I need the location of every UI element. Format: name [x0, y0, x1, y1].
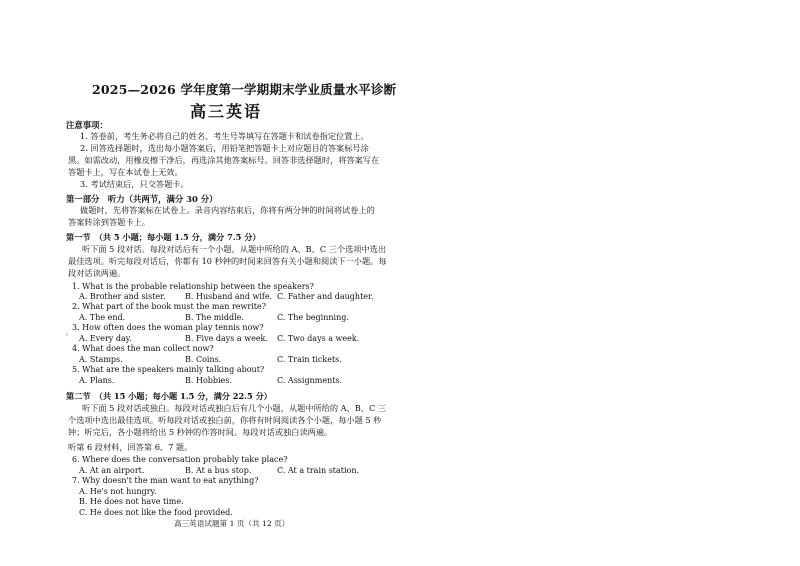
section1-directions-line-1: 听下面 5 段对话。每段对话后有一个小题，从题中所给的 A、B、C 三个选项中选出	[82, 244, 387, 254]
section2-directions-line-2: 个选项中选出最佳选项。听每段对话或独白前，你将有时间阅读各个小题，每小题 5 秒	[68, 415, 382, 425]
question-2-option-a: A. The end.	[79, 313, 126, 322]
part1-heading: 第一部分 听力（共两节，满分 30 分）	[66, 194, 218, 204]
question-6-option-c: C. At a train station.	[277, 466, 360, 475]
question-2-stem: 2. What part of the book must the man rewrite?	[72, 302, 266, 311]
question-4-option-c: C. Train tickets.	[277, 355, 342, 364]
question-1-option-a: A. Brother and sister.	[79, 292, 166, 301]
notice-item-1: 1. 答卷前，考生务必将自己的姓名、考生号等填写在答题卡和试卷指定位置上。	[80, 131, 369, 141]
notice-heading: 注意事项：	[66, 120, 108, 130]
question-7-stem: 7. Why doesn't the man want to eat anything?	[72, 476, 259, 485]
notice-item-2-line-1: 2. 回答选择题时，选出每小题答案后，用铅笔把答题卡上对应题目的答案标号涂	[80, 143, 369, 153]
notice-item-2-line-2: 黑。如需改动，用橡皮擦干净后，再选涂其他答案标号。回答非选择题时，将答案写在	[68, 155, 380, 165]
question-3-option-c: C. Two days a week.	[277, 334, 360, 343]
question-4-option-a: A. Stamps.	[79, 355, 123, 364]
material-instruction: 听第 6 段材料，回答第 6、7 题。	[68, 442, 193, 452]
question-5-stem: 5. What are the speakers mainly talking about?	[72, 365, 265, 374]
question-5-option-a: A. Plans.	[79, 376, 115, 385]
part1-intro-line-1: 做题时，先将答案标在试卷上。录音内容结束后，你将有两分钟的时间将试卷上的	[80, 205, 375, 215]
exam-subject: 高三英语	[190, 102, 263, 121]
question-1-stem: 1. What is the probable relationship between the speakers?	[72, 282, 314, 291]
question-5-option-c: C. Assignments.	[277, 376, 343, 385]
section1-heading: 第一节 （共 5 小题；每小题 1.5 分，满分 7.5 分）	[66, 232, 261, 242]
question-6-option-a: A. At an airport.	[79, 466, 145, 475]
section2-directions-line-1: 听下面 5 段对话或独白。每段对话或独白后有几个小题，从题中所给的 A、B、C 三	[82, 403, 387, 413]
question-3-option-b: B. Five days a week.	[185, 334, 268, 343]
section2-directions-line-3: 钟；听完后，各小题将给出 5 秒钟的作答时间。每段对话或独白读两遍。	[68, 427, 333, 437]
notice-item-3: 3. 考试结束后，只交答题卡。	[80, 179, 189, 189]
question-5-option-b: B. Hobbies.	[185, 376, 232, 385]
question-7-option-a: A. He's not hungry.	[79, 487, 157, 496]
question-7-option-c: C. He does not like the food provided.	[79, 508, 233, 517]
question-7-option-b: B. He does not have time.	[79, 497, 184, 506]
question-4-option-b: B. Coins.	[185, 355, 222, 364]
question-2-option-c: C. The beginning.	[277, 313, 349, 322]
question-1-option-b: B. Husband and wife.	[185, 292, 273, 301]
question-2-option-b: B. The middle.	[185, 313, 244, 322]
exam-title: 2025—2026 学年度第一学期期末学业质量水平诊断	[92, 82, 397, 97]
question-3-stem: 3. How often does the woman play tennis now?	[72, 323, 264, 332]
notice-item-2-line-3: 答题卡上，写在本试卷上无效。	[68, 167, 183, 177]
section2-heading: 第二节 （共 15 小题；每小题 1.5 分，满分 22.5 分）	[66, 391, 272, 401]
scan-mark: ᶜ	[66, 332, 69, 340]
question-6-stem: 6. Where does the conversation probably take place?	[72, 455, 288, 464]
question-3-option-a: A. Every day.	[79, 334, 132, 343]
question-1-option-c: C. Father and daughter.	[277, 292, 374, 301]
section1-directions-line-3: 段对话读两遍。	[68, 268, 126, 278]
part1-intro-line-2: 答案转涂到答题卡上。	[68, 217, 150, 227]
page-footer: 高三英语试题第 1 页（共 12 页）	[174, 519, 290, 528]
question-6-option-b: B. At a bus stop.	[185, 466, 252, 475]
question-4-stem: 4. What does the man collect now?	[72, 344, 214, 353]
section1-directions-line-2: 最佳选项。听完每段对话后，你都有 10 秒钟的时间来回答有关小题和阅读下一小题。每	[68, 256, 387, 266]
